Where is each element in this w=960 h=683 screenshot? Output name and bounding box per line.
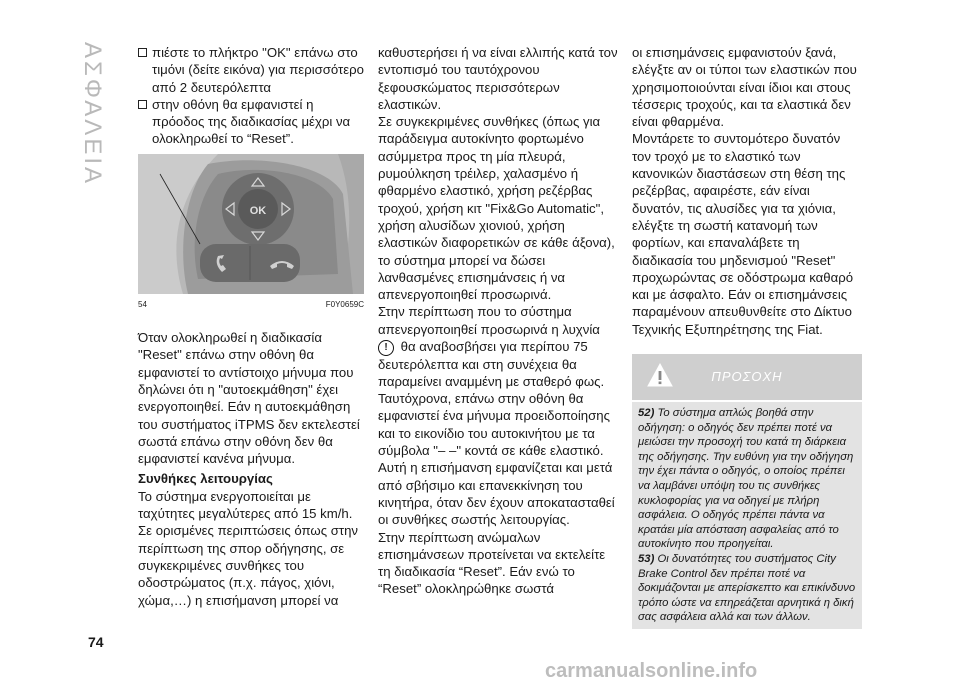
- figure-code: F0Y0659C: [325, 299, 364, 309]
- figure-caption: [138, 296, 364, 313]
- warning-note-52: [638, 406, 856, 552]
- section-side-tab: ΑΣΦΑΛΕΙΑ: [79, 42, 106, 187]
- paragraph: Μοντάρετε το συντομότερο δυνατόν τον τροχό με το ελαστικό των κανονικών διαστάσεων στη θέση της ρεζέρβας, αφαιρέστε, εάν είναι δυνατόν, τις αλυσίδες για τα χιόνια, ελέγξτε τη σωστή κατανομή των φορτίων, και επαναλάβετε τη διαδικασία του μηδενισμού "Reset" προχωρώντας σε οδόστρωμα καθαρό και με άσφαλτο. Εάν οι επισημάνσεις παραμένουν απευθυνθείτε στο Δίκτυο Τεχνικής Εξυπηρέτησης της Fiat.: [632, 131, 854, 337]
- figure-number: 54: [138, 299, 147, 309]
- section-heading: Συνθήκες λειτουργίας: [138, 471, 273, 487]
- bullet-text: στην οθόνη θα εμφανιστεί η πρόοδος της διαδικασίας μέχρι να ολοκληρωθεί το “Reset”.: [152, 96, 351, 147]
- column-1: [138, 44, 364, 609]
- paragraph: [378, 303, 618, 459]
- bullet-item: [138, 44, 364, 96]
- bullet-text: πιέστε το πλήκτρο "OK" επάνω στο τιμόνι (δείτε εικόνα) για περισσότερο από 2 δευτερόλεπτα: [152, 45, 364, 95]
- tpms-warning-light-icon: !: [378, 340, 394, 356]
- paragraph: Όταν ολοκληρωθεί η διαδικασία "Reset" επάνω στην οθόνη θα εμφανιστεί το αντίστοιχο μήνυμα που δηλώνει ότι η "αυτοεκμάθηση" έχει ενεργοποιηθεί. Εάν η αυτοεκμάθηση του συστήματος iTPMS δεν εκτελεστεί σωστά επάνω στην οθόνη δεν θα εμφανιστεί κανένα μήνυμα.: [138, 330, 360, 467]
- paragraph: Αυτή η επισήμανση εμφανίζεται και μετά από σβήσιμο και επανεκκίνηση του κινητήρα, όταν δεν έχουν αποκατασταθεί οι συνθήκες σωστής λειτουργίας.: [378, 460, 615, 528]
- bullet-square-icon: [138, 48, 147, 57]
- note-text: Οι δυνατότητες του συστήματος City Brake Control δεν πρέπει ποτέ να δοκιμάζονται με απερίσκεπτο και επικίνδυνο τρόπο ώστε να επηρεάζεται αρνητικά η δική σας ασφάλεια αλλά και των άλλων.: [638, 552, 856, 624]
- paragraph: καθυστερήσει ή να είναι ελλιπής κατά τον εντοπισμό του ταυτόχρονου ξεφουσκώματος περισσότερων ελαστικών.: [378, 45, 618, 112]
- note-number: 52): [638, 407, 655, 420]
- paragraph-text: Στην περίπτωση που το σύστημα απενεργοποιηθεί προσωρινά η λυχνία: [378, 304, 600, 337]
- paragraph: οι επισημάνσεις εμφανιστούν ξανά, ελέγξτε αν οι τύποι των ελαστικών που χρησιμοποιούνται είναι ίδιοι και στους τέσσερις τροχούς, και τα ελαστικά δεν είναι φθαρμένα.: [632, 45, 857, 130]
- warning-box-header: [632, 354, 862, 400]
- column-3: [632, 44, 862, 629]
- paragraph: Στην περίπτωση ανώμαλων επισημάνσεων προτείνεται να εκτελείτε τη διαδικασία “Reset”. Εάν ενώ το “Reset” ολοκληρώθηκε σωστά: [378, 529, 606, 597]
- ok-button-label: OK: [249, 204, 267, 217]
- page-number: 74: [88, 634, 104, 650]
- note-text: Το σύστημα απλώς βοηθά στην οδήγηση: ο οδηγός δεν πρέπει ποτέ να μειώσει την προσοχή του κατά τη διάρκεια της οδήγησης. Την ευθύνη για την οδήγηση την έχει πάντα ο οδηγός, ο οποίος πρέπει να λαμβάνει υπόψη του τις συνθήκες κυκλοφορίας για να οδηγεί με πλήρη ασφάλεια. Ο οδηγός πρέπει πάντα να κρατάει μία απόσταση ασφαλείας από το αυτοκίνητο που προηγείται.: [638, 407, 854, 551]
- steering-wheel-controls-illustration: [138, 154, 364, 294]
- steering-wheel-figure: [138, 154, 364, 294]
- paragraph: Το σύστημα ενεργοποιείται με ταχύτητες μεγαλύτερες από 15 km/h.: [138, 488, 353, 522]
- warning-box-body: [632, 402, 862, 629]
- paragraph-text: θα αναβοσβήσει για περίπου 75 δευτερόλεπτα και στη συνέχεια θα παραμείνει αναμμένη με σταθερό φως. Ταυτόχρονα, επάνω στην οθόνη θα εμφανιστεί ένα μήνυμα προειδοποίησης και το εικονίδιο του αυτοκινήτου με τα σύμβολα "– –" κοντά σε κάθε ελαστικό.: [378, 339, 610, 459]
- column-2: [378, 44, 618, 598]
- paragraph: Σε ορισμένες περιπτώσεις όπως στην περίπτωση της σπορ οδήγησης, σε συγκεκριμένες συνθήκες του οδοστρώματος (π.χ. πάγος, χιόνι, χώμα,…) η επισήμανση μπορεί να: [138, 523, 359, 608]
- watermark: carmanualsonline.info: [545, 660, 758, 682]
- warning-title: ΠΡΟΣΟΧΗ: [711, 369, 783, 385]
- warning-note-53: [638, 552, 856, 625]
- bullet-item: [138, 96, 364, 148]
- note-number: 53): [638, 552, 655, 565]
- bullet-square-icon: [138, 100, 147, 109]
- paragraph: Σε συγκεκριμένες συνθήκες (όπως για παράδειγμα αυτοκίνητο φορτωμένο ασύμμετρα προς τη μία πλευρά, ρυμούλκηση τρέιλερ, χαλασμένο ή φθαρμένο ελαστικό, χρήση ρεζέρβας τροχού, χρήση κιτ "Fix&Go Automatic", χρήση αλυσίδων χιονιού, χρήση ελαστικών διαφορετικών σε κάθε άξονα), το σύστημα μπορεί να δώσει λανθασμένες επισημάνσεις ή να απενεργοποιηθεί προσωρινά.: [378, 114, 615, 303]
